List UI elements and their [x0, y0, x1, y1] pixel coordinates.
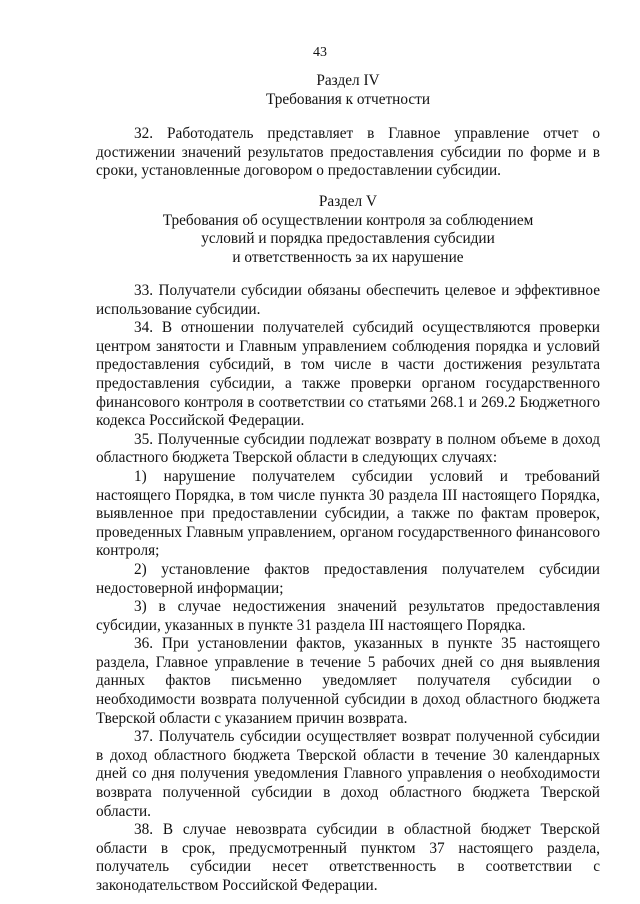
section-4-heading: [96, 72, 600, 109]
paragraph-34: 34. В отношении получателей субсидий осуществляются проверки центром занятости и Главным управлением соблюдения порядка и условий предоставления субсидий, в том числе в части достижения результата предоставления субсидии, а также проверки органом государственного финансового контроля в соответствии со статьями 268.1 и 269.2 Бюджетного кодекса Российской Федерации.: [96, 319, 600, 430]
paragraph-35: 35. Полученные субсидии подлежат возврату в полном объеме в доход областного бюджета Тверской области в следующих случаях:: [96, 430, 600, 467]
paragraph-35-item-2: 2) установление фактов предоставления получателем субсидии недостоверной информации;: [96, 560, 600, 597]
paragraph-37: 37. Получатель субсидии осуществляет возврат полученной субсидии в доход областного бюджета Тверской области в течение 30 календарных дней со дня получения уведомления Главного управления о необходимости возврата полученной субсидии в доход областного бюджета Тверской области.: [96, 728, 600, 820]
page-number: 43: [313, 45, 327, 60]
section-5-body: [96, 282, 600, 896]
section-5-line-1: Требования об осуществлении контроля за соблюдением: [162, 211, 534, 229]
section-5-line-3: и ответственность за их нарушение: [232, 248, 464, 266]
paragraph-35-item-3: 3) в случае недостижения значений результатов предоставления субсидии, указанных в пункте 31 раздела III настоящего Порядка.: [96, 598, 600, 634]
section-4-body: [96, 125, 600, 181]
section-5-line-2: условий и порядка предоставления субсидии: [201, 230, 495, 248]
paragraph-33: 33. Получатели субсидии обязаны обеспечить целевое и эффективное использование субсидии.: [96, 282, 600, 318]
section-4-subtitle: Требования к отчетности: [265, 90, 431, 108]
section-5-title: Раздел V: [318, 193, 378, 210]
section-4-title: Раздел IV: [316, 72, 380, 89]
paragraph-36: 36. При установлении фактов, указанных в пункте 35 настоящего раздела, Главное управление в течение 5 рабочих дней со дня выявления данных фактов письменно уведомляет получателя субсидии о необходимости возврата полученной субсидии в доход областного бюджета Тверской области с указанием причин возврата.: [96, 635, 600, 727]
paragraph-32: 32. Работодатель представляет в Главное управление отчет о достижении значений результатов предоставления субсидии по форме и в сроки, установленные договором о предоставлении субсидии.: [96, 125, 600, 180]
paragraph-38: 38. В случае невозврата субсидии в областной бюджет Тверской области в срок, предусмотренный пунктом 37 настоящего раздела, получатель субсидии несет ответственность в соответствии с законодательством Российской Федерации.: [96, 821, 600, 894]
paragraph-35-item-1: 1) нарушение получателем субсидии условий и требований настоящего Порядка, в том числе пункта 30 раздела III настоящего Порядка, выявленное при предоставлении субсидии, а также по фактам проверок, проведенных Главным управлением, органом государственного финансового контроля;: [96, 467, 600, 560]
section-5-heading: [96, 193, 600, 267]
